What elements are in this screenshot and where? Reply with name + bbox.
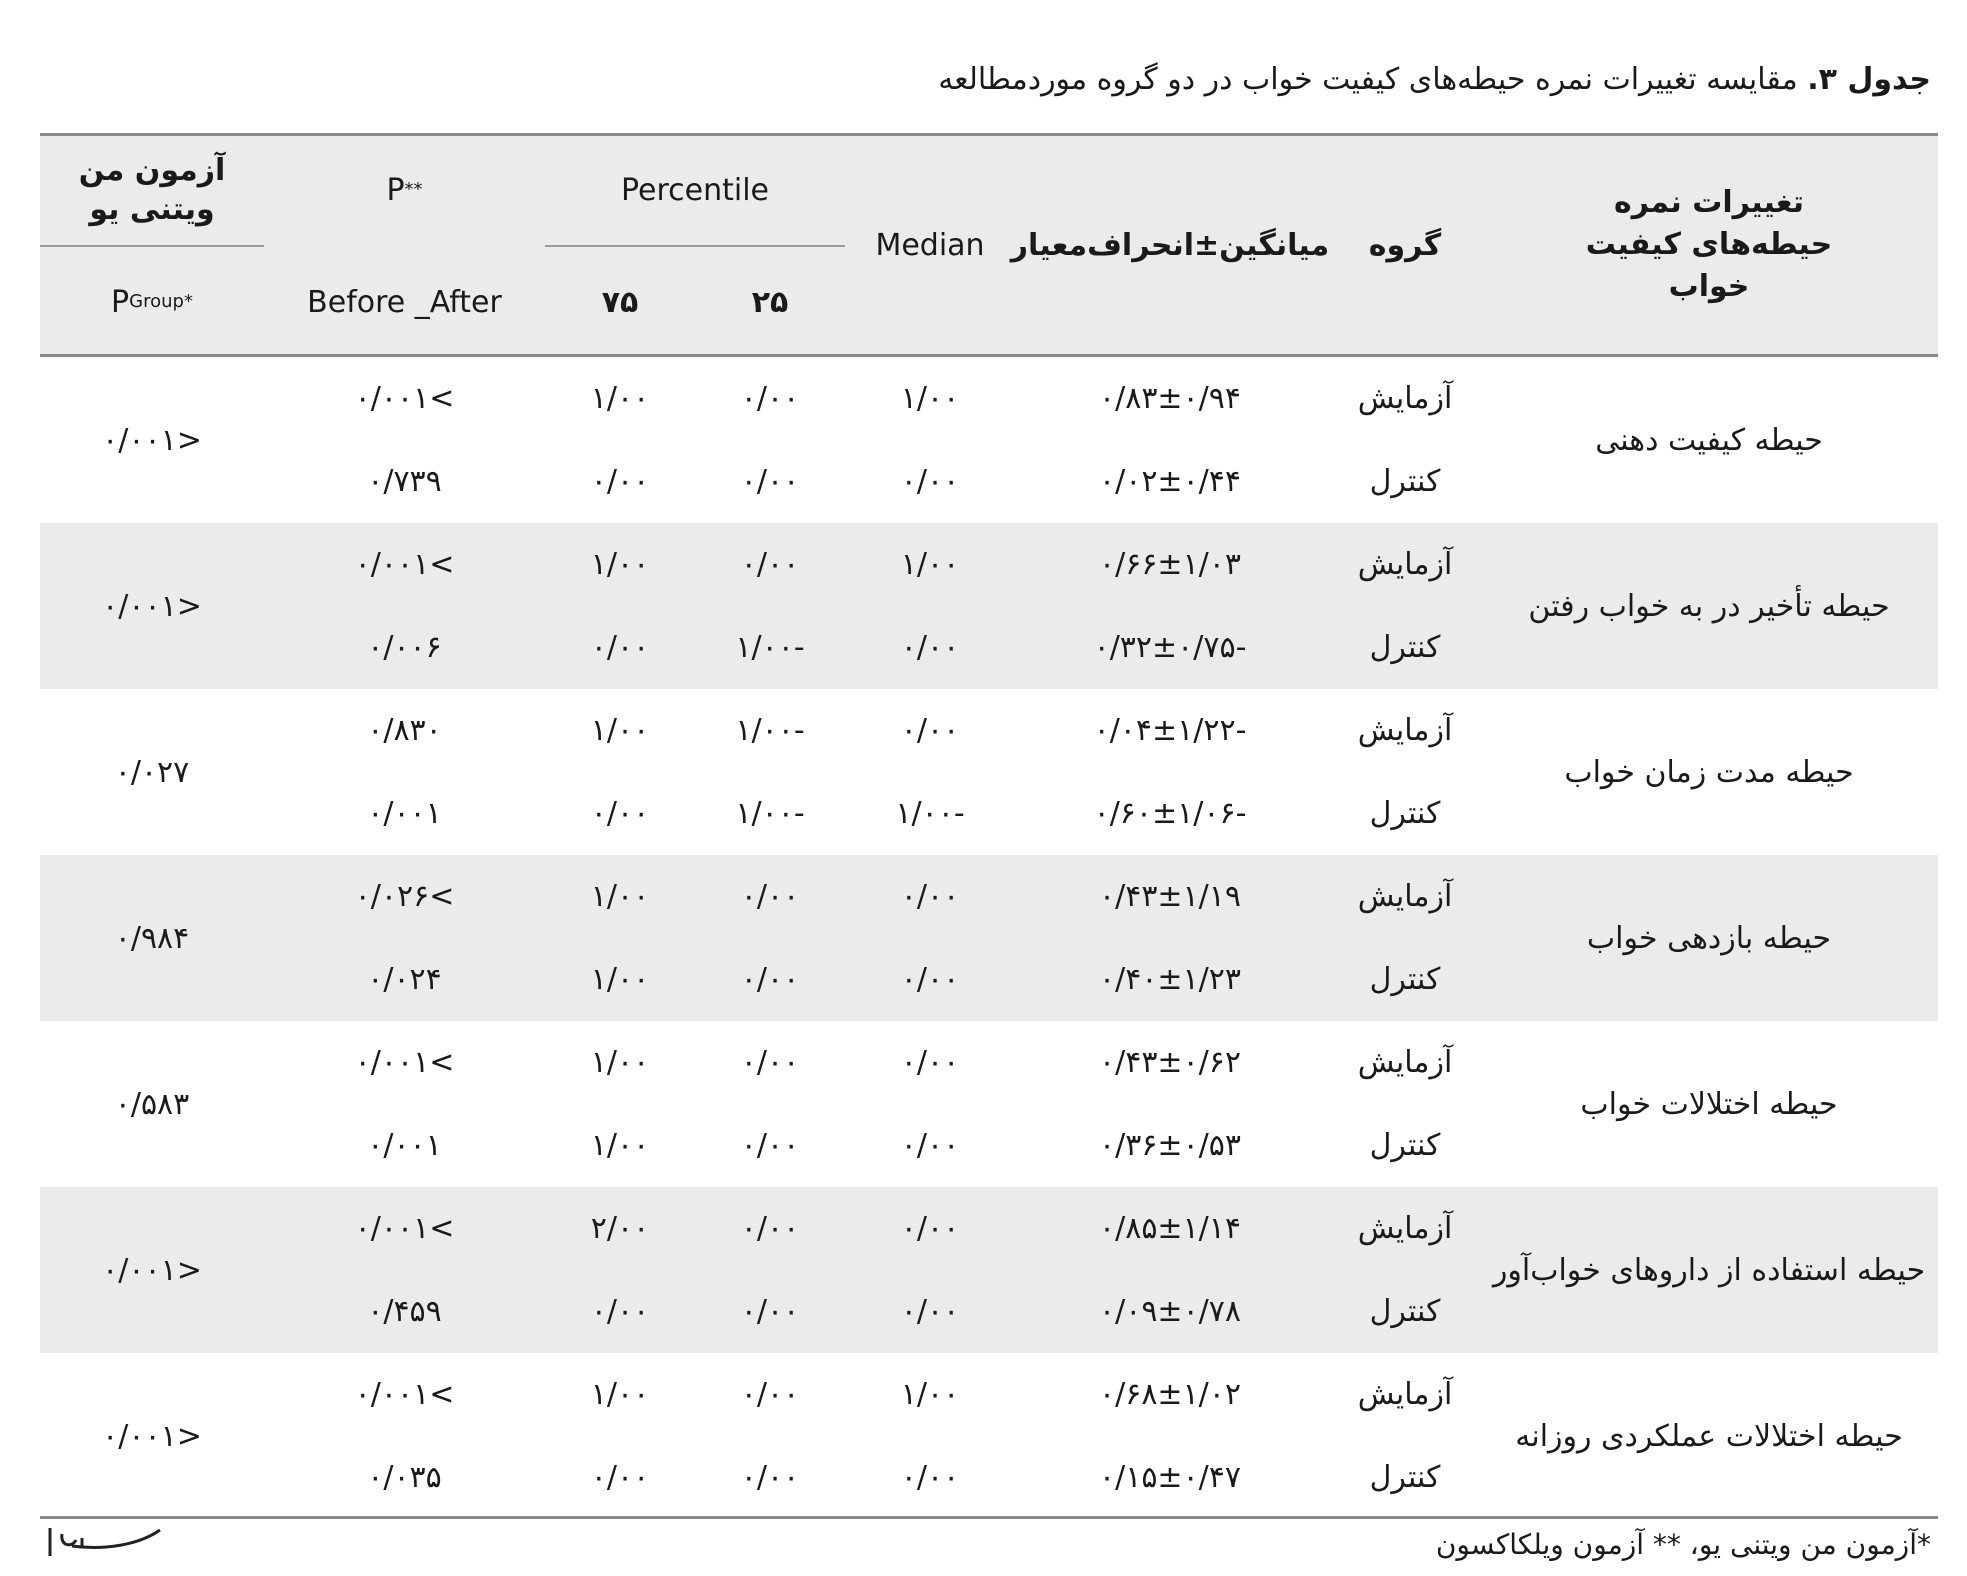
cell-mean-sd: ۰/۶۶±۱/۰۳ bbox=[1098, 547, 1242, 582]
cell-p25: ۰/۰۰ bbox=[740, 464, 800, 499]
caption-text: مقایسه تغییرات نمره حیطه‌های کیفیت خواب در دو گروه موردمطالعه bbox=[938, 62, 1798, 97]
cell-p75: ۱/۰۰ bbox=[590, 1377, 650, 1412]
cell-p25: ۰/۰۰ bbox=[740, 1211, 800, 1246]
cell-median: ۱/۰۰ bbox=[900, 381, 960, 416]
cell-p: ۰/۸۳۰ bbox=[367, 713, 442, 748]
cell-group: آزمایش bbox=[1357, 713, 1453, 748]
cell-p25: ۰/۰۰ bbox=[740, 1294, 800, 1329]
cell-median: ۰/۰۰ bbox=[900, 464, 960, 499]
cell-median: ۰/۰۰ bbox=[900, 1211, 960, 1246]
cell-mean-sd: ۰/۰۲±۰/۴۴ bbox=[1098, 464, 1242, 499]
cell-mean-sd: ۰/۴۳±۰/۶۲ bbox=[1098, 1045, 1242, 1080]
cell-p25: ۰/۰۰ bbox=[740, 381, 800, 416]
mannwhitney-subrule bbox=[40, 245, 264, 247]
cell-domain-name: حیطه استفاده از داروهای خواب‌آور bbox=[1492, 1252, 1926, 1288]
cell-mean-sd: ۰/۸۳±۰/۹۴ bbox=[1098, 381, 1242, 416]
cell-group: کنترل bbox=[1369, 464, 1441, 499]
cell-group: کنترل bbox=[1369, 796, 1441, 831]
cell-mean-sd: ۰/۱۵±۰/۴۷ bbox=[1098, 1460, 1242, 1495]
cell-mean-sd: ۰/۳۶±۰/۵۳ bbox=[1098, 1128, 1242, 1163]
cell-p: ۰/۰۲۴ bbox=[367, 962, 442, 997]
cell-domain-name: حیطه اختلالات عملکردی روزانه bbox=[1515, 1418, 1903, 1454]
cell-p: ۰/۰۰۱ bbox=[367, 796, 442, 831]
cell-p75: ۰/۰۰ bbox=[590, 796, 650, 831]
cell-p75: ۱/۰۰ bbox=[590, 1045, 650, 1080]
cell-median: ۰/۰۰ bbox=[900, 962, 960, 997]
cell-p25: ۰/۰۰ bbox=[740, 879, 800, 914]
cell-group: آزمایش bbox=[1357, 879, 1453, 914]
header-p75: ۷۵ bbox=[601, 284, 639, 320]
cell-p: ۰/۰۳۵ bbox=[367, 1460, 442, 1495]
cell-median: ۰/۰۰ bbox=[900, 1294, 960, 1329]
cell-median: ۰/۰۰ bbox=[900, 1460, 960, 1495]
cell-pgroup: <۰/۰۰۱ bbox=[102, 1418, 202, 1454]
cell-p75: ۱/۰۰ bbox=[590, 381, 650, 416]
table-footnote: *آزمون من ویتنی یو، ** آزمون ویلکاکسون bbox=[1435, 1528, 1931, 1561]
journal-logo bbox=[42, 1516, 167, 1566]
cell-group: کنترل bbox=[1369, 962, 1441, 997]
cell-group: کنترل bbox=[1369, 1294, 1441, 1329]
header-before-after: Before _After bbox=[307, 284, 502, 320]
cell-mean-sd: ۰/۴۰±۱/۲۳ bbox=[1098, 962, 1242, 997]
cell-median: ۰/۰۰ bbox=[900, 1128, 960, 1163]
cell-p: ۰/۴۵۹ bbox=[367, 1294, 442, 1329]
cell-pgroup: <۰/۰۰۱ bbox=[102, 588, 202, 624]
cell-group: آزمایش bbox=[1357, 1211, 1453, 1246]
caption-label: جدول ۳. bbox=[1807, 62, 1931, 97]
cell-p: >۰/۰۰۱ bbox=[354, 547, 455, 582]
cell-p: >۰/۰۰۱ bbox=[354, 1211, 455, 1246]
table-caption bbox=[938, 62, 1931, 97]
cell-group: کنترل bbox=[1369, 630, 1441, 665]
cell-p: ۰/۷۳۹ bbox=[367, 464, 442, 499]
cell-pgroup: <۰/۰۰۱ bbox=[102, 422, 202, 458]
cell-p: ۰/۰۰۶ bbox=[367, 630, 442, 665]
cell-domain-name: حیطه کیفیت دهنی bbox=[1595, 422, 1823, 458]
cell-p75: ۰/۰۰ bbox=[590, 1294, 650, 1329]
header-group: گروه bbox=[1368, 227, 1442, 263]
cell-group: آزمایش bbox=[1357, 1377, 1453, 1412]
cell-pgroup: ۰/۰۲۷ bbox=[114, 754, 190, 790]
cell-group: آزمایش bbox=[1357, 381, 1453, 416]
cell-median: ۱/۰۰ bbox=[900, 547, 960, 582]
cell-median: ۰/۰۰ bbox=[900, 630, 960, 665]
header-mean-sd: میانگین±انحراف‌معیار bbox=[1010, 227, 1330, 263]
cell-group: آزمایش bbox=[1357, 1045, 1453, 1080]
cell-p75: ۱/۰۰ bbox=[590, 1128, 650, 1163]
cell-p: >۰/۰۲۶ bbox=[354, 879, 455, 914]
cell-mean-sd: -۰/۰۴±۱/۲۲ bbox=[1093, 713, 1247, 748]
cell-mean-sd: ۰/۶۸±۱/۰۲ bbox=[1098, 1377, 1242, 1412]
cell-p: ۰/۰۰۱ bbox=[367, 1128, 442, 1163]
cell-domain-name: حیطه تأخیر در به خواب رفتن bbox=[1528, 588, 1890, 624]
cell-pgroup: ۰/۵۸۳ bbox=[114, 1086, 190, 1122]
cell-p75: ۱/۰۰ bbox=[590, 962, 650, 997]
cell-p: >۰/۰۰۱ bbox=[354, 1377, 455, 1412]
cell-p25: ۰/۰۰ bbox=[740, 547, 800, 582]
cell-p25: ۰/۰۰ bbox=[740, 1128, 800, 1163]
cell-median: -۱/۰۰ bbox=[895, 796, 965, 831]
cell-p75: ۰/۰۰ bbox=[590, 1460, 650, 1495]
cell-p75: ۱/۰۰ bbox=[590, 547, 650, 582]
cell-group: آزمایش bbox=[1357, 547, 1453, 582]
cell-mean-sd: ۰/۸۵±۱/۱۴ bbox=[1098, 1211, 1242, 1246]
cell-group: کنترل bbox=[1369, 1128, 1441, 1163]
cell-mean-sd: -۰/۳۲±۰/۷۵ bbox=[1093, 630, 1247, 665]
cell-p75: ۱/۰۰ bbox=[590, 713, 650, 748]
cell-mean-sd: ۰/۴۳±۱/۱۹ bbox=[1098, 879, 1242, 914]
cell-mean-sd: -۰/۶۰±۱/۰۶ bbox=[1093, 796, 1247, 831]
cell-p75: ۰/۰۰ bbox=[590, 464, 650, 499]
percentile-subrule bbox=[545, 245, 845, 247]
cell-median: ۱/۰۰ bbox=[900, 1377, 960, 1412]
cell-domain-name: حیطه مدت زمان خواب bbox=[1564, 754, 1854, 790]
cell-pgroup: <۰/۰۰۱ bbox=[102, 1252, 202, 1288]
header-mannwhitney: آزمون من ویتنی یو bbox=[78, 153, 226, 227]
cell-mean-sd: ۰/۰۹±۰/۷۸ bbox=[1098, 1294, 1242, 1329]
cell-group: کنترل bbox=[1369, 1460, 1441, 1495]
header-p25: ۲۵ bbox=[751, 284, 789, 320]
cell-p25: -۱/۰۰ bbox=[735, 630, 805, 665]
header-median: Median bbox=[875, 227, 985, 263]
cell-domain-name: حیطه بازدهی خواب bbox=[1586, 920, 1832, 956]
cell-p75: ۰/۰۰ bbox=[590, 630, 650, 665]
header-percentile: Percentile bbox=[620, 172, 769, 208]
cell-p25: -۱/۰۰ bbox=[735, 713, 805, 748]
cell-pgroup: ۰/۹۸۴ bbox=[114, 920, 190, 956]
bottom-rule bbox=[40, 1516, 1938, 1519]
cell-p25: -۱/۰۰ bbox=[735, 796, 805, 831]
cell-p: >۰/۰۰۱ bbox=[354, 381, 455, 416]
cell-median: ۰/۰۰ bbox=[900, 879, 960, 914]
header-pgroup: P Group * bbox=[111, 284, 193, 320]
cell-p25: ۰/۰۰ bbox=[740, 1045, 800, 1080]
cell-median: ۰/۰۰ bbox=[900, 713, 960, 748]
cell-median: ۰/۰۰ bbox=[900, 1045, 960, 1080]
cell-p75: ۱/۰۰ bbox=[590, 879, 650, 914]
cell-p25: ۰/۰۰ bbox=[740, 1460, 800, 1495]
cell-p25: ۰/۰۰ bbox=[740, 1377, 800, 1412]
header-p: P ** bbox=[386, 172, 423, 208]
cell-p: >۰/۰۰۱ bbox=[354, 1045, 455, 1080]
cell-domain-name: حیطه اختلالات خواب bbox=[1580, 1086, 1838, 1122]
header-domain: تغییرات نمره حیطه‌های کیفیت خواب bbox=[1585, 185, 1833, 304]
cell-p75: ۲/۰۰ bbox=[590, 1211, 650, 1246]
cell-p25: ۰/۰۰ bbox=[740, 962, 800, 997]
